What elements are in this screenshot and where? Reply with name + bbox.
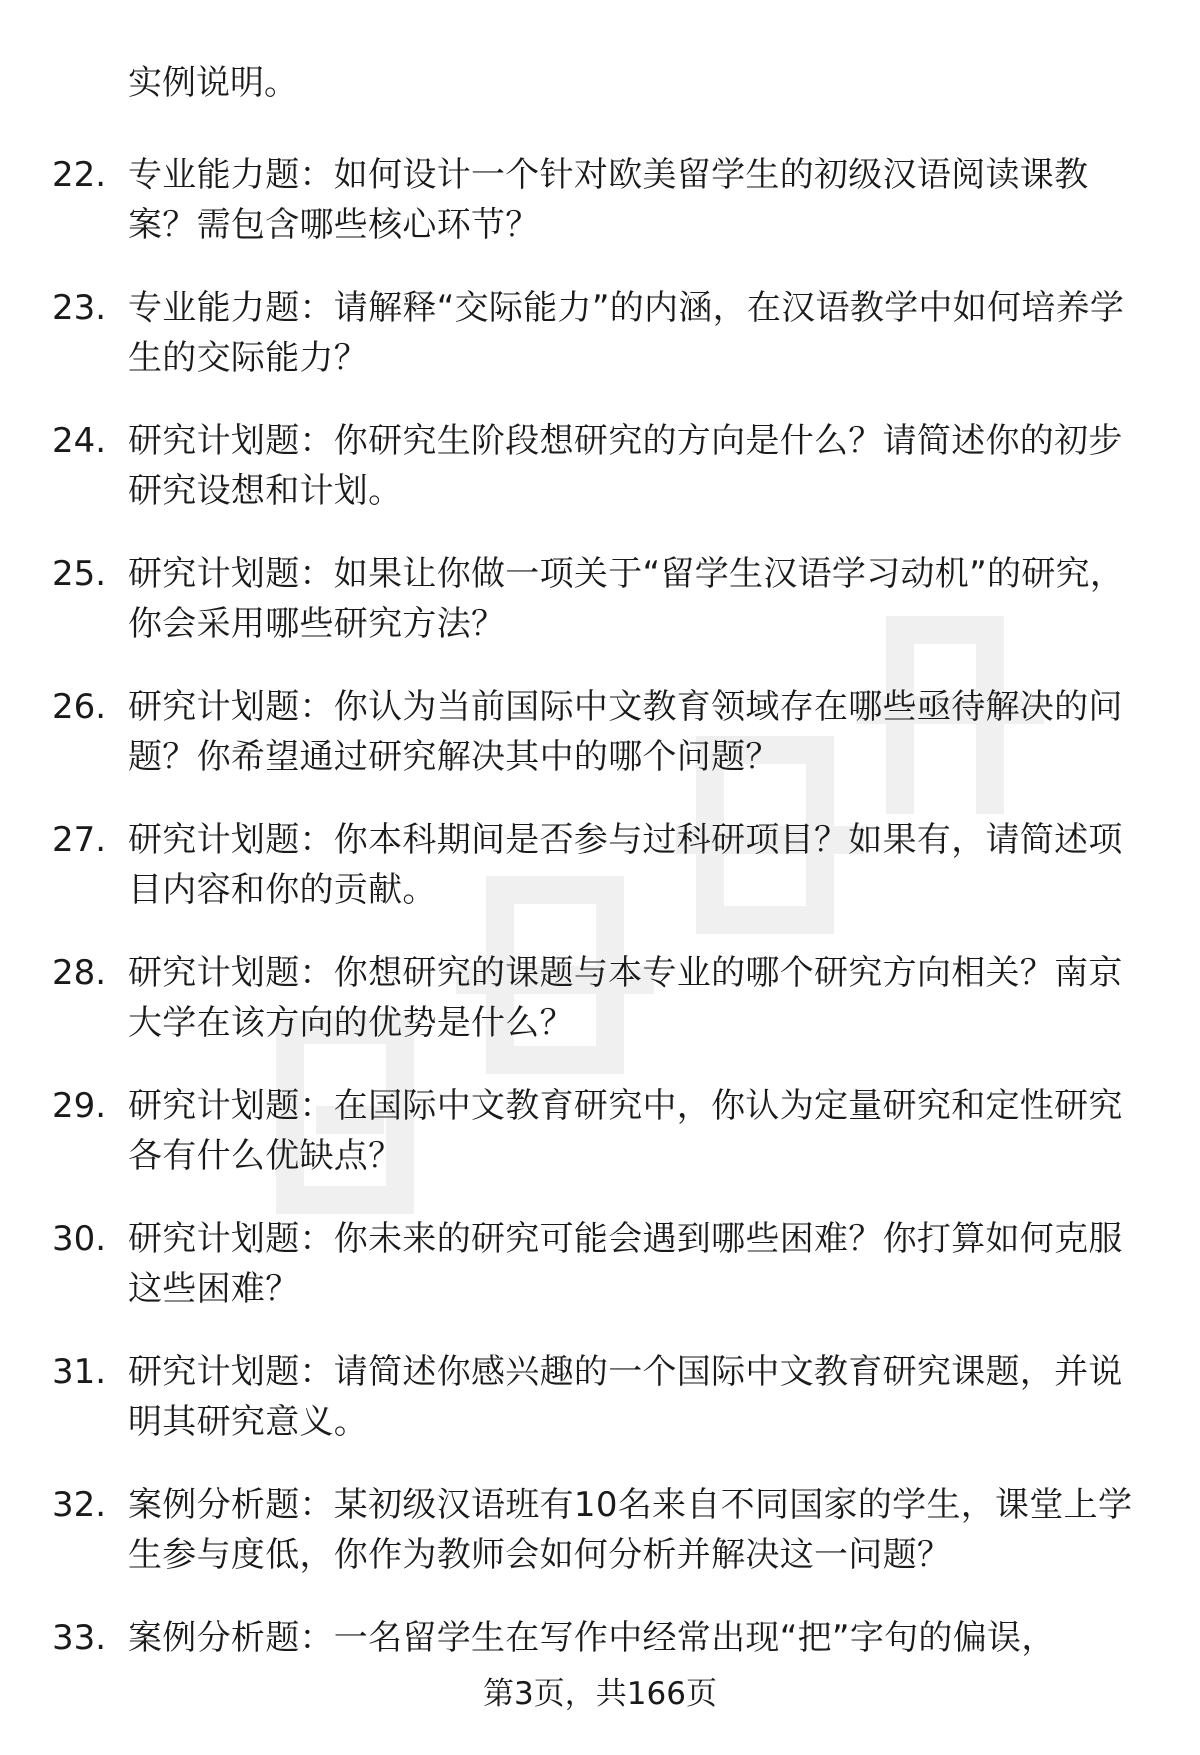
list-item [0,416,1200,549]
item-text: 研究计划题：你本科期间是否参与过科研项目？如果有，请简述项目内容和你的贡献。 [128,820,1123,910]
list-item [0,1214,1200,1347]
item-text: 研究计划题：你认为当前国际中文教育领域存在哪些亟待解决的问题？你希望通过研究解决其中的哪个问题？ [128,687,1123,777]
item-text: 案例分析题：某初级汉语班有10名来自不同国家的学生，课堂上学生参与度低，你作为教师会如何分析并解决这一问题？ [128,1485,1133,1575]
item-text: 研究计划题：请简述你感兴趣的一个国际中文教育研究课题，并说明其研究意义。 [128,1352,1123,1442]
item-text: 研究计划题：你想研究的课题与本专业的哪个研究方向相关？南京大学在该方向的优势是什么？ [128,953,1123,1043]
item-number: 32. [52,1485,107,1525]
item-text: 案例分析题：一名留学生在写作中经常出现“把”字句的偏误， [128,1618,1056,1658]
list-item [0,283,1200,416]
item-number: 30. [52,1219,107,1259]
item-number: 24. [52,421,107,461]
item-number: 26. [52,687,107,727]
item-text: 研究计划题：如果让你做一项关于“留学生汉语学习动机”的研究，你会采用哪些研究方法？ [128,554,1125,644]
list-item [0,1347,1200,1480]
item-number: 28. [52,953,107,993]
item-text: 专业能力题：请解释“交际能力”的内涵，在汉语教学中如何培养学生的交际能力？ [128,288,1125,378]
item-number: 25. [52,554,107,594]
item-number: 33. [52,1618,107,1658]
item-number: 22. [52,155,107,195]
list-item [0,549,1200,682]
item-text: 研究计划题：在国际中文教育研究中，你认为定量研究和定性研究各有什么优缺点？ [128,1086,1123,1176]
list-item [0,1081,1200,1214]
item-number: 23. [52,288,107,328]
list-item [0,815,1200,948]
item-number: 29. [52,1086,107,1126]
item-text: 研究计划题：你未来的研究可能会遇到哪些困难？你打算如何克服这些困难？ [128,1219,1123,1309]
question-list [0,150,1200,1746]
list-item [0,948,1200,1081]
item-number: 27. [52,820,107,860]
continued-text: 实例说明。 [128,63,298,103]
list-item [0,682,1200,815]
page-number-footer: 第3页，共166页 [483,1676,717,1712]
item-number: 31. [52,1352,107,1392]
list-item [0,150,1200,283]
item-text: 研究计划题：你研究生阶段想研究的方向是什么？请简述你的初步研究设想和计划。 [128,421,1123,511]
list-item [0,1480,1200,1613]
item-text: 专业能力题：如何设计一个针对欧美留学生的初级汉语阅读课教案？需包含哪些核心环节？ [128,155,1089,245]
